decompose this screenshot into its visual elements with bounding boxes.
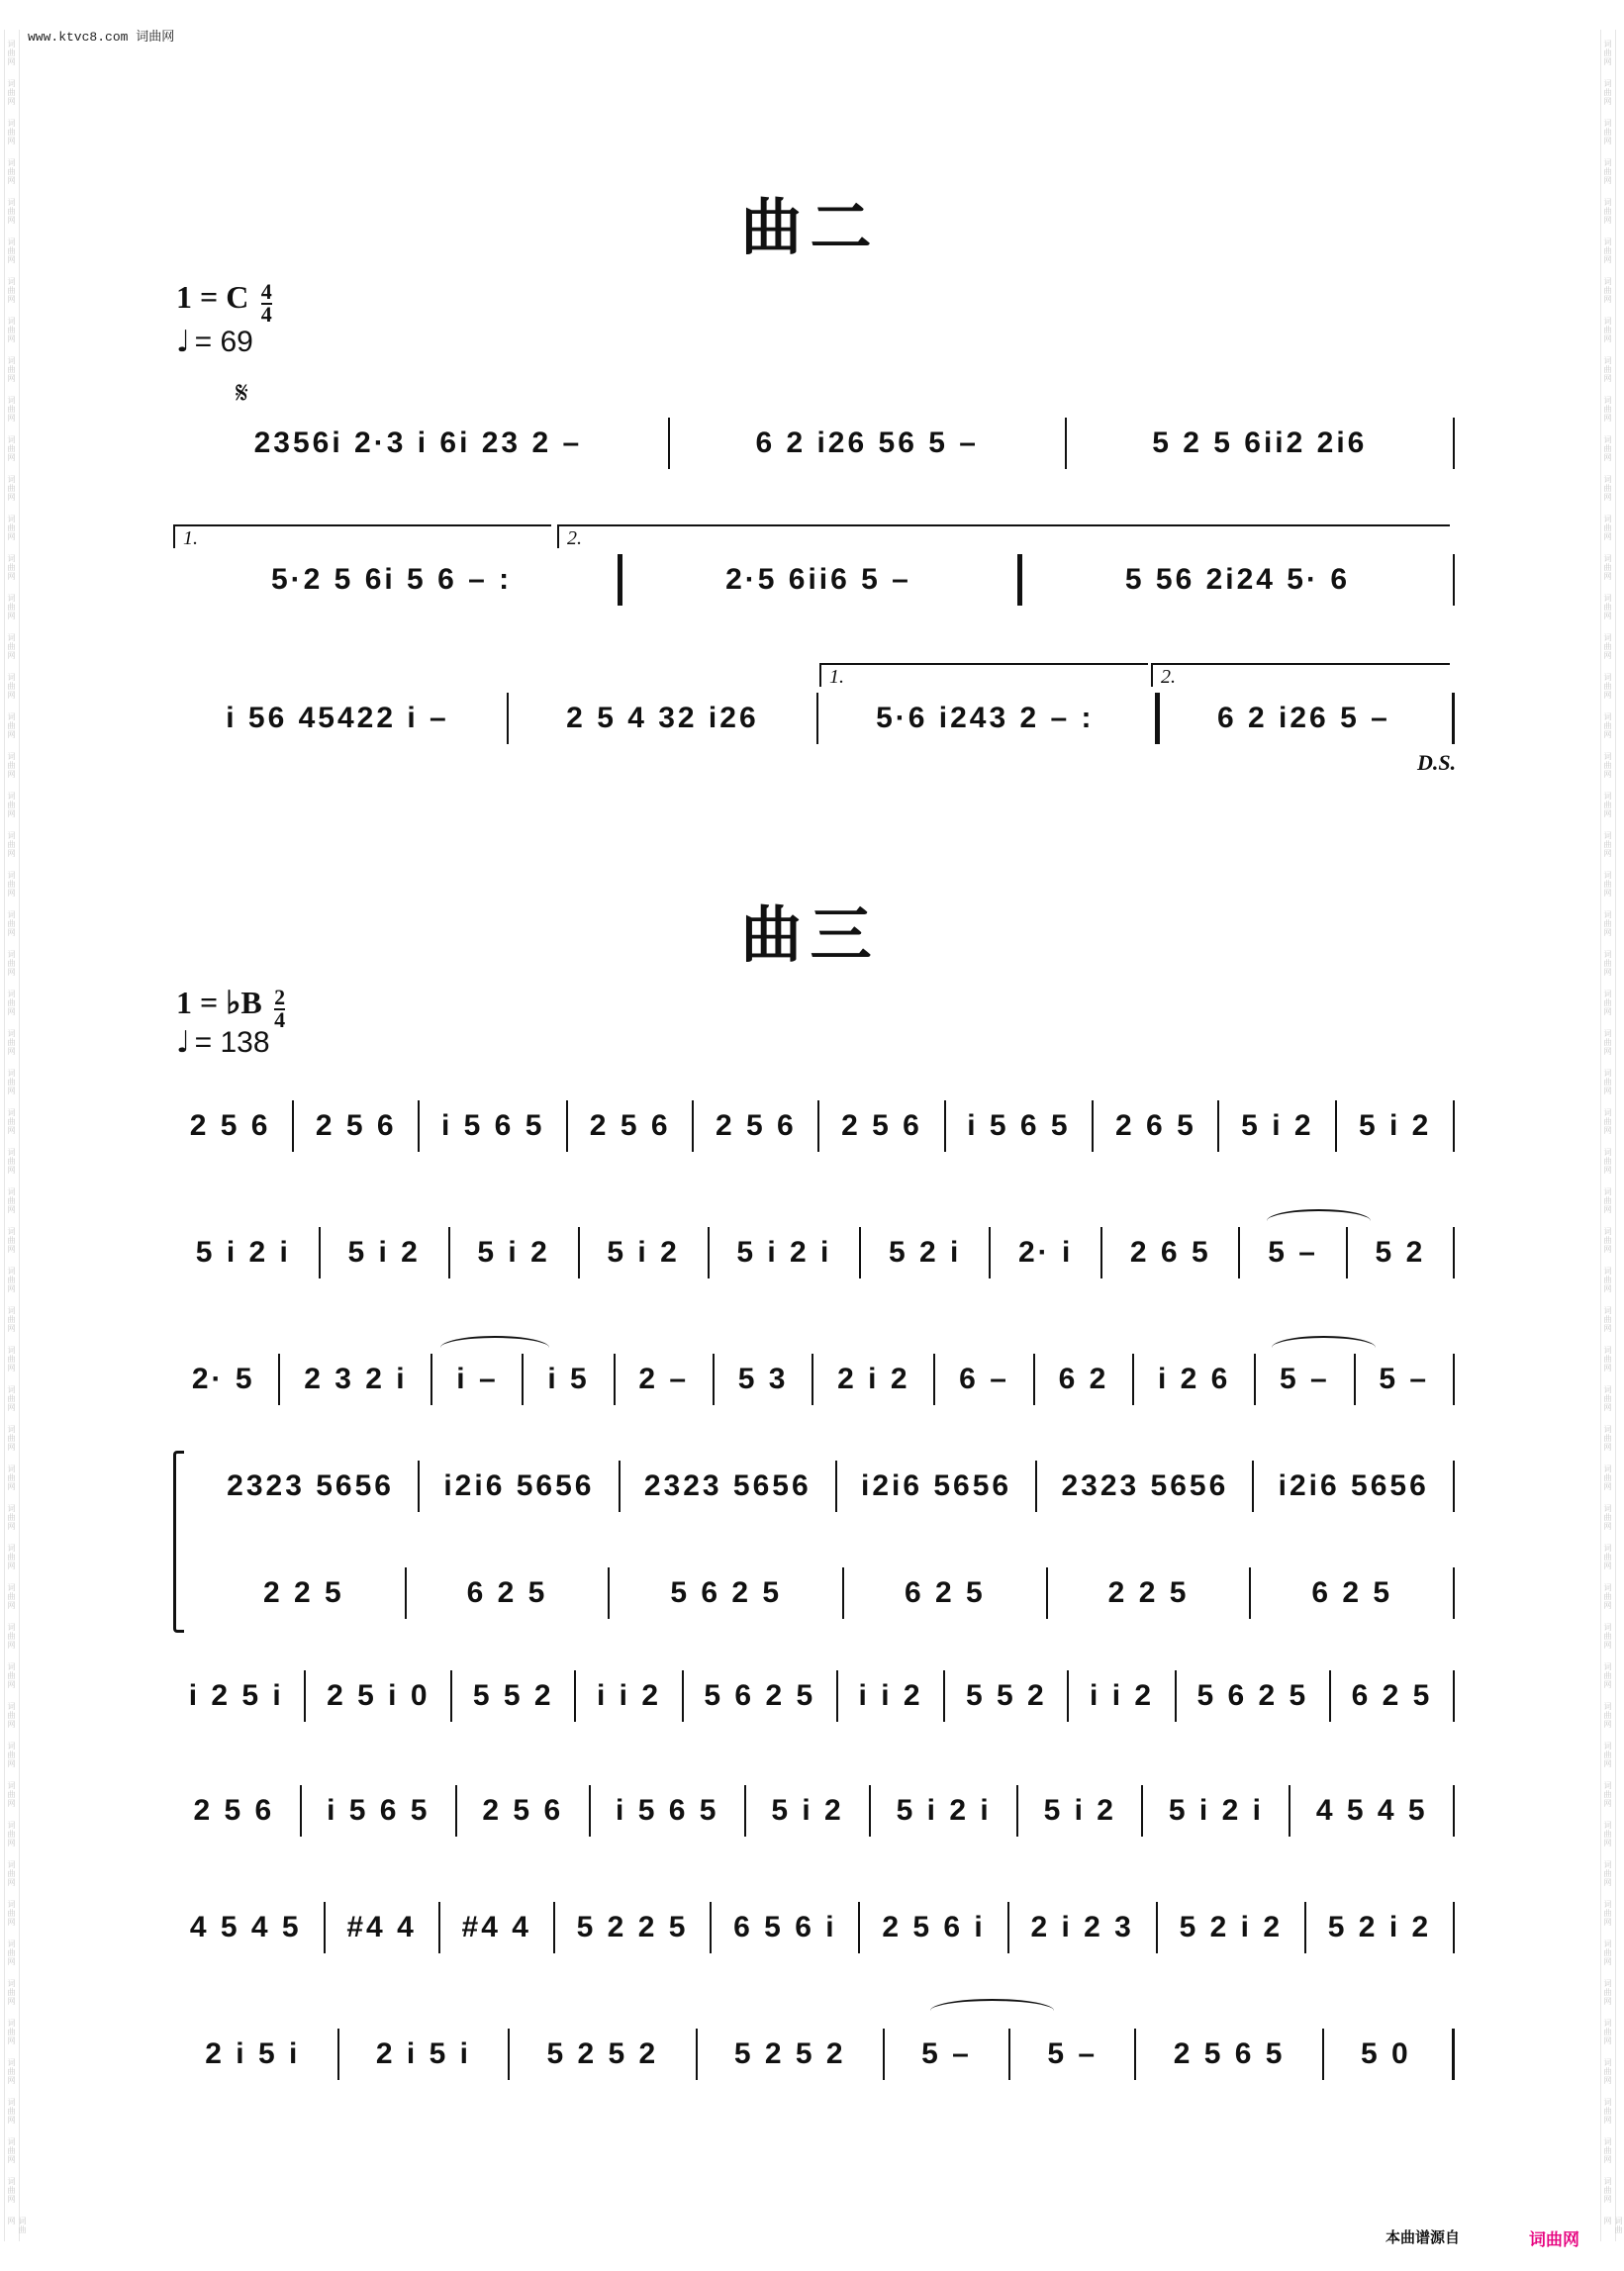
measure: 2 i 2 3 [1030,1911,1134,1943]
volta-bracket: 1. [819,663,1148,687]
watermark-text: 词曲网 [1603,1504,1612,1531]
measure: 2 6 5 [1115,1109,1196,1142]
measure: 6 2 5 [1311,1576,1393,1609]
site-header [28,26,174,45]
measure: i 5 [547,1363,590,1395]
watermark-text: 词曲网 [7,1583,16,1610]
watermark-text: 词曲网 [1603,2177,1612,2204]
watermark-text: 词曲网 [1603,1148,1612,1175]
watermark-text: 词曲网 [1603,1385,1612,1412]
watermark-text: 词曲网 [7,1702,16,1729]
watermark-text: 词曲网 [1603,990,1612,1016]
final-barline [1452,693,1455,744]
measure: i 2 5 i [188,1679,284,1712]
measure: 5 i 2 [477,1236,550,1269]
measure: 5 2 5 6ii2 2i6 [1152,426,1368,459]
measure: 5 i 2 i [736,1236,832,1269]
measure: 2 – [638,1363,690,1395]
barline [1453,1227,1455,1278]
measure: 2 5 6 [715,1109,797,1142]
watermark-text: 词曲网 [7,2098,16,2125]
measure: 6 – [959,1363,1009,1395]
tempo-value: = 138 [194,1026,270,1059]
measure: 5 i 2 i [896,1794,992,1827]
measure: 2 5 6 i [882,1911,986,1943]
measure: 5 i 2 [1358,1109,1432,1142]
barline [1453,1100,1455,1152]
measure: 4 5 4 5 [189,1911,302,1943]
measure: 6 2 5 [1351,1679,1433,1712]
time-signature-top: 4 [260,279,272,305]
watermark-text: 词曲网 [1603,79,1612,106]
watermark-text: 词曲网 [7,1148,16,1175]
score-line [168,1898,1455,1957]
score-line [168,1096,1455,1156]
measure: 2 5 4 32 i26 [566,702,759,734]
watermark-text: 词曲网 [7,2019,16,2045]
footer-source-text: 本曲谱源自 [1385,2228,1461,2246]
watermark-text: 词曲网 [1603,1583,1612,1610]
measure: 5 – [1379,1363,1430,1395]
watermark-text: 词曲网 [1603,1702,1612,1729]
watermark-text: 词曲网 [1603,1821,1612,1847]
barline [1453,1785,1455,1837]
measure: i 5 6 5 [967,1109,1071,1142]
watermark-text: 词曲网 [7,1385,16,1412]
measure: 5 – [1047,2037,1099,2070]
watermark-text: 词曲网 [1603,435,1612,462]
barline [1453,1670,1455,1722]
watermark-text: 词曲网 [1603,950,1612,977]
watermark-text: 词曲网 [7,1742,16,1768]
quarter-note-icon: ♩ [176,325,191,359]
measure: 2 i 5 i [205,2037,301,2070]
measure: i i 2 [858,1679,923,1712]
measure: 5 – [1280,1363,1330,1395]
measure: 2 5 i 0 [327,1679,430,1712]
watermark-text: 词曲网 [7,1069,16,1095]
measure: i i 2 [597,1679,662,1712]
measure: 5 – [1268,1236,1318,1269]
measure: 2 5 6 [841,1109,922,1142]
watermark-text: 词曲网 [7,515,16,541]
watermark-text: 词曲网 [1603,2137,1612,2164]
watermark-text: 词曲网 [7,673,16,700]
watermark-text: 词曲网 [7,396,16,423]
measure: 5·6 i243 2 – : [876,702,1095,734]
measure: 2323 5656 [1061,1469,1229,1502]
watermark-text: 词曲网 [7,871,16,898]
watermark-text: 词曲网 [7,317,16,343]
volta-bracket: 2. [557,524,1450,548]
watermark-text: 词曲网 [7,2058,16,2085]
watermark-text: 词曲网 [7,1267,16,1293]
watermark-text: 词曲网 [7,158,16,185]
measure: i 5 6 5 [440,1109,545,1142]
watermark-text: 词曲网 [1603,1860,1612,1887]
site-name: 词曲网 [136,30,175,45]
watermark-text: 词曲网 [1603,158,1612,185]
watermark-text: 词曲网 [7,2137,16,2164]
watermark-text: 词曲网 [7,79,16,106]
watermark-text: 词曲网 [1603,1267,1612,1293]
watermark-text: 词曲网 [1603,1544,1612,1570]
watermark-text: 词曲网 [1603,752,1612,779]
measure: 5 i 2 [607,1236,680,1269]
watermark-text: 词曲网 [7,950,16,977]
score-line-upper [203,1457,1455,1516]
barline [1453,418,1455,469]
measure: 2 2 5 [1107,1576,1190,1609]
key-label: 1 = ♭B [176,985,262,1020]
watermark-text: 词曲网 [1603,356,1612,383]
watermark-text: 词曲网 [7,119,16,145]
measure: 5 6 2 5 [1196,1679,1309,1712]
watermark-text: 词曲网 [1603,277,1612,304]
measure: i 5 6 5 [616,1794,719,1827]
watermark-text: 词曲网 [7,1425,16,1452]
watermark-text: 词曲网 [1603,1108,1612,1135]
measure: 5 5 2 [472,1679,554,1712]
measure: 4 5 4 5 [1315,1794,1428,1827]
score-line [168,1781,1455,1841]
measure: 2 5 6 5 [1173,2037,1286,2070]
watermark-text: 词曲网 [7,1346,16,1372]
watermark-text: 词曲网 [7,1504,16,1531]
watermark-text: 词曲网 [7,1662,16,1689]
watermark-text: 词曲网 [1603,831,1612,858]
watermark-text: 词曲网 [7,712,16,739]
watermark-text: 词曲网 [7,633,16,660]
quarter-note-icon: ♩ [176,1025,191,1060]
measure: 5 3 [737,1363,789,1395]
dal-segno-marking: D.S. [1417,750,1457,775]
measure: 2 5 6 [589,1109,671,1142]
watermark-text: 词曲网 [1603,871,1612,898]
measure: 2323 5656 [643,1469,812,1502]
watermark-text: 词曲网 [1603,119,1612,145]
footer-logo[interactable]: 词曲网 [1529,2230,1579,2250]
watermark-text: 词曲网 [1603,1227,1612,1254]
barline [1453,1354,1455,1405]
measure: #4 4 [346,1911,417,1943]
measure: 2 3 2 i [304,1363,408,1395]
site-url[interactable]: www.ktvc8.com [28,30,129,45]
measure: #4 4 [461,1911,531,1943]
barline [1453,1567,1455,1619]
watermark-text: 词曲网 [1603,237,1612,264]
measure: i 2 6 [1157,1363,1231,1395]
watermark-text: 词曲网 [1603,40,1612,66]
watermark-text: 词曲网 [1603,1623,1612,1650]
measure: 5 6 2 5 [704,1679,816,1712]
watermark-text: 词曲网 [7,990,16,1016]
measure: i 5 6 5 [327,1794,430,1827]
watermark-text: 词曲网 [1603,396,1612,423]
watermark-text: 词曲网 [1603,2058,1612,2085]
watermark-text: 词曲网 [1603,1306,1612,1333]
watermark-text: 词曲网 [1603,1069,1612,1095]
measure: i i 2 [1090,1679,1155,1712]
measure: 6 2 i26 56 5 – [755,426,979,459]
key-signature [176,984,286,1033]
watermark-text: 词曲网 [7,594,16,620]
watermark-text: 词曲网 [7,554,16,581]
time-signature [260,279,272,328]
watermark-text: 词曲网 [7,1227,16,1254]
right-watermark-strip [1600,30,1623,2241]
watermark-text: 词曲网 [7,1187,16,1214]
measure: 2 i 5 i [375,2037,471,2070]
watermark-text: 词曲网 [1603,1979,1612,2006]
final-barline [1452,2029,1455,2080]
watermark-text: 词曲网 [1603,633,1612,660]
measure: 2 5 6 [193,1794,275,1827]
watermark-text: 词曲网 [7,1306,16,1333]
watermark-text: 词曲网 [7,1781,16,1808]
watermark-text: 词曲网 [1603,475,1612,502]
measure: 2·5 6ii6 5 – [725,563,911,596]
tempo-marking [176,1025,270,1060]
key-label: 1 = C [176,279,249,315]
measure: i2i6 5656 [861,1469,1012,1502]
watermark-text: 词曲网 [1603,1900,1612,1927]
tie-slur [930,1999,1054,2023]
watermark-text: 词曲网 [1603,317,1612,343]
watermark-text: 词曲网 [7,1860,16,1887]
barline [1453,1461,1455,1512]
measure: 2323 5656 [227,1469,394,1502]
measure: 2 5 6 [189,1109,271,1142]
watermark-text: 词曲网 [7,1821,16,1847]
measure: 5 i 2 i [195,1236,291,1269]
measure: 5 0 [1361,2037,1411,2070]
watermark-text: 词曲网 [7,1544,16,1570]
watermark-text: 词曲网 [7,752,16,779]
measure: 2· 5 [191,1363,255,1395]
watermark-text: 词曲网 [7,237,16,264]
watermark-text: 词曲网 [1603,1662,1612,1689]
volta-bracket: 1. [173,524,551,548]
watermark-text: 词曲网 [7,277,16,304]
watermark-text: 词曲网 [7,792,16,818]
score-line [168,550,1455,610]
measure: 5 2 [1375,1236,1426,1269]
watermark-text: 词曲网 [7,910,16,937]
time-signature-bottom: 4 [260,302,272,328]
watermark-text: 词曲网 [1603,1781,1612,1808]
song-title: 曲三 [740,899,880,971]
score-line [168,1223,1455,1282]
measure: i 56 45422 i – [226,702,449,734]
measure: i2i6 5656 [1278,1469,1429,1502]
watermark-text: 词曲网 [7,1979,16,2006]
measure: i – [456,1363,499,1395]
watermark-text: 词曲网 [1603,1425,1612,1452]
score-line [168,2025,1455,2084]
measure: 6 5 6 i [733,1911,837,1943]
watermark-text: 词曲网 [7,1465,16,1491]
measure: 5 2 i 2 [1179,1911,1284,1943]
measure: 5 5 2 [965,1679,1047,1712]
score-line [168,1350,1455,1409]
score-line-lower [203,1563,1455,1623]
measure: 5 i 2 [1241,1109,1314,1142]
measure: 5 i 2 [347,1236,421,1269]
measure: 5 2 5 2 [733,2037,846,2070]
volta-bracket: 2. [1151,663,1450,687]
time-signature-top: 2 [274,985,286,1010]
watermark-text: 词曲网 [1603,2098,1612,2125]
watermark-text: 词曲网 [7,1900,16,1927]
measure: 5 56 2i24 5· 6 [1124,563,1351,596]
measure: 2· i [1017,1236,1074,1269]
measure: 5 2 5 2 [546,2037,659,2070]
tempo-value: = 69 [194,326,253,358]
system-brace [173,1451,184,1633]
measure: 5 6 2 5 [670,1576,783,1609]
barline [1453,554,1455,606]
song-title: 曲二 [740,191,880,263]
time-signature-bottom: 4 [274,1007,286,1033]
tempo-marking [176,325,253,359]
watermark-text: 词曲网 [7,1108,16,1135]
watermark-text: 词曲网 [1603,1187,1612,1214]
watermark-text: 词曲网 [1603,198,1612,225]
watermark-text: 词曲网 [7,1029,16,1056]
measure: 5 i 2 [1043,1794,1116,1827]
measure: i2i6 5656 [443,1469,595,1502]
measure: 2 2 5 [262,1576,344,1609]
measure: 6 2 5 [466,1576,548,1609]
measure: 6 2 i26 5 – [1217,702,1390,734]
score-line [168,1666,1455,1726]
measure: 2 5 6 [315,1109,397,1142]
measure: 5 i 2 i [1168,1794,1264,1827]
watermark-text: 词曲网 [7,1623,16,1650]
measure: 6 2 [1058,1363,1109,1395]
score-line [168,414,1455,473]
watermark-text: 词曲网 [7,1940,16,1966]
watermark-text: 词曲网 [1603,1029,1612,1056]
measure: 2 i 2 [837,1363,910,1395]
measure: 5 i 2 [771,1794,844,1827]
watermark-text: 词曲网 [1603,554,1612,581]
watermark-text: 词曲网 [1603,910,1612,937]
score-line [168,689,1455,748]
segno-sign: 𝄋 [236,376,248,411]
watermark-text: 词曲网 [7,40,16,66]
measure: 5·2 5 6i 5 6 – : [270,563,513,596]
watermark-text: 词曲网 [1603,2019,1612,2045]
watermark-text: 词曲网 [1603,1742,1612,1768]
watermark-text: 词曲网 [1603,673,1612,700]
measure: 2356i 2·3 i 6i 23 2 – [253,426,583,459]
watermark-text: 词曲网 [7,2217,27,2234]
left-watermark-strip [4,30,27,2241]
measure: 5 2 2 5 [576,1911,689,1943]
watermark-text: 词曲网 [7,356,16,383]
measure: 5 2 i [888,1236,962,1269]
watermark-text: 词曲网 [7,435,16,462]
watermark-text: 词曲网 [7,198,16,225]
watermark-text: 词曲网 [7,475,16,502]
time-signature [274,985,286,1033]
measure: 5 2 i 2 [1327,1911,1432,1943]
measure: 2 5 6 [482,1794,564,1827]
key-signature [176,279,272,328]
watermark-text: 词曲网 [1603,712,1612,739]
watermark-text: 词曲网 [1603,515,1612,541]
watermark-text: 词曲网 [1603,594,1612,620]
watermark-text: 词曲网 [7,2177,16,2204]
measure: 6 2 5 [905,1576,986,1609]
watermark-text: 词曲网 [1603,1465,1612,1491]
watermark-text: 词曲网 [1603,2217,1623,2234]
measure: 5 – [921,2037,972,2070]
barline [1453,1902,1455,1953]
watermark-text: 词曲网 [7,831,16,858]
measure: 2 6 5 [1129,1236,1211,1269]
watermark-text: 词曲网 [1603,1346,1612,1372]
watermark-text: 词曲网 [1603,1940,1612,1966]
watermark-text: 词曲网 [1603,792,1612,818]
